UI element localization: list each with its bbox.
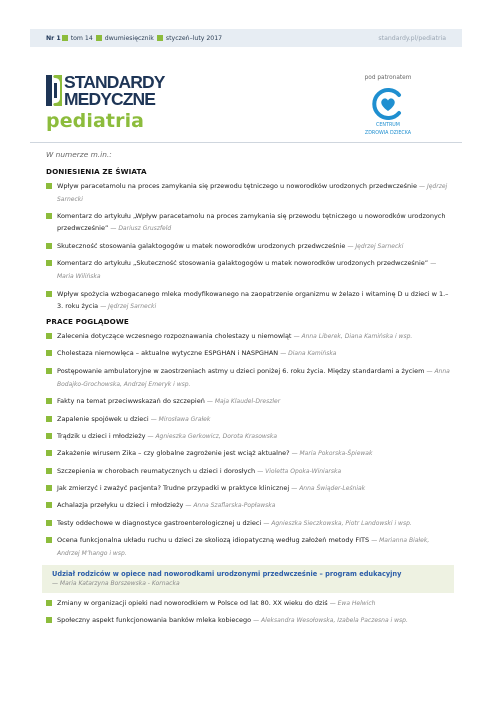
patron-org-line-2: ZDROWIA DZIECKA [364,131,412,136]
article-author: — Diana Kamińska [280,350,337,358]
list-item[interactable] [46,347,450,360]
article-author: — Mirosława Grałek [150,415,211,423]
square-bullet-icon [157,35,163,41]
article-author: — Anna Szaflarska-Popławska [185,502,276,510]
list-item[interactable] [46,597,450,610]
list-item[interactable] [46,395,450,408]
square-bullet-icon [96,35,102,41]
green-square-bullet-icon [46,213,52,219]
list-item[interactable] [46,413,450,426]
article-title: Zmiany w organizacji opieki nad noworodkiem w Polsce od lat 80. XX wieku do dziś [57,598,328,607]
list-item[interactable] [46,240,450,253]
article-title: Zapalenie spojówek u dzieci [57,414,149,423]
green-square-bullet-icon [46,468,52,474]
article-author: — Maria Pokorska-Śpiewak [291,450,373,458]
article-author: — Maria Wilińska [57,260,437,281]
article-title: Ocena funkcjonalna układu ruchu u dzieci ze skoliozą idiopatyczną według założeń metody FITS [57,536,370,545]
list-item[interactable] [46,465,450,478]
logo-mark-icon [46,75,62,106]
article-title: Zakażenie wirusem Zika – czy globalne zagrożenie jest wciąż aktualne? [57,449,290,458]
logo-line-1: STANDARDY [64,72,165,92]
green-square-bullet-icon [46,243,52,249]
article-title: Trądzik u dzieci i młodzieży [57,431,146,440]
green-square-bullet-icon [46,600,52,606]
list-item[interactable] [46,365,450,391]
patronage-label: pod patronatem [364,75,412,81]
green-square-bullet-icon [46,368,52,374]
article-title: Postępowanie ambulatoryjne w zaostrzeniach astmy u dzieci poniżej 6. roku życia. Między standardami a życiem [57,366,425,375]
article-title: Wpływ paracetamolu na proces zamykania się przewodu tętniczego u noworodków urodzonych przedwcześnie [57,182,417,190]
green-square-bullet-icon [46,398,52,404]
green-square-bullet-icon [46,433,52,439]
issue-info-bar [30,29,462,47]
article-title: Komentarz do artykułu „Skuteczność stosowania galaktogogów u matek noworodków urodzonych przedwcześnie” [57,259,429,268]
list-item[interactable] [46,430,450,443]
green-square-bullet-icon [46,350,52,356]
article-author: — Anna Bodajko-Grochowska, Andrzej Emeryk i wsp. [57,367,450,388]
article-title: Społeczny aspekt funkcjonowania banków mleka kobiecego [57,616,252,625]
article-author: — Anna Liberek, Diana Kamińska i wsp. [293,332,413,340]
article-author: — Ewa Helwich [329,599,376,607]
article-title: Cholestaza niemowlęca – aktualne wytyczne ESPGHAN i NASPGHAN [57,349,279,358]
list-item[interactable] [46,288,450,313]
patron-org-line-1: CENTRUM [376,123,400,128]
green-square-bullet-icon [46,502,52,508]
issue-number: Nr 1 [46,34,61,42]
article-title: Skuteczność stosowania galaktogogów u matek noworodków urodzonych przedwcześnie [57,241,346,250]
list-item[interactable] [46,257,450,283]
green-square-bullet-icon [46,617,52,623]
heart-c-logo-icon [371,87,405,121]
green-square-bullet-icon [46,333,52,339]
article-author: — Aleksandra Wesołowska, Izabela Paczesna i wsp. [253,617,408,625]
highlight-author: — Maria Katarzyna Borszewska - Kornacka [52,579,180,587]
article-title: Jak zmierzyć i zważyć pacjenta? Trudne przypadki w praktyce klinicznej [57,484,290,493]
list-item[interactable] [46,534,450,560]
article-title: Szczepienia w chorobach reumatycznych u dzieci i dorosłych [57,466,256,475]
patronage-block [352,75,424,137]
logo-line-2: MEDYCZNE [64,89,155,109]
section-title: DONIESIENIA ZE ŚWIATA [46,167,147,176]
article-title: Wpływ spożycia wzbogacanego mleka modyfikowanego na zaopatrzenie organizmu w żelazo i witaminę D u dzieci w 1.–3. roku życia [57,289,449,310]
green-square-bullet-icon [46,485,52,491]
article-author: — Dariusz Gruszfeld [110,225,172,233]
article-author: — Anna Świąder-Leśniak [291,485,366,493]
article-title: Zalecenia dotyczące wczesnego rozpoznawania cholestazy u niemowląt [57,331,292,340]
highlighted-article[interactable] [42,565,454,593]
issue-date: styczeń–luty 2017 [165,34,223,42]
list-item[interactable] [46,447,450,460]
list-item[interactable] [46,180,450,206]
frequency: dwumiesięcznik [104,34,154,42]
green-square-bullet-icon [46,450,52,456]
highlight-title: Udział rodziców w opiece nad noworodkami urodzonymi przedwcześnie – program edukacyjny [52,569,402,578]
volume: tom 14 [70,34,93,42]
section-title: PRACE POGLĄDOWE [46,316,129,326]
list-item[interactable] [46,614,450,627]
article-author: — Violetta Opoka-Winiarska [257,467,342,475]
list-item[interactable] [46,482,450,495]
green-square-bullet-icon [46,416,52,422]
article-author: — Jędrzej Sarnecki [347,242,404,250]
list-item[interactable] [46,330,450,343]
article-title: Komentarz do artykułu „Wpływ paracetamolu na proces zamykania się przewodu tętniczego u noworodków urodzonych przedwcześnie” [57,212,446,233]
article-title: Achalazja przełyku u dzieci i młodzieży [57,501,184,510]
article-author: — Agnieszka Gerkowicz, Dorota Krasowska [147,432,278,440]
list-item[interactable] [46,517,450,530]
article-title: Fakty na temat przeciwwskazań do szczepień [57,397,205,406]
list-item[interactable] [46,499,450,512]
green-square-bullet-icon [46,183,52,189]
article-author: — Marianna Białek, Andrzej M’hango i wsp. [57,537,430,558]
standardy-medyczne-logo [46,74,206,108]
intro-text: W numerze m.in.: [46,150,112,159]
green-square-bullet-icon [46,260,52,266]
header-divider [30,142,462,143]
article-author: — Jędrzej Sarnecki [100,302,157,310]
article-author: — Maja Klaudel-Dreszler [206,398,281,406]
table-of-contents [46,150,450,631]
journal-title: pediatria [46,110,145,132]
website-link[interactable]: standardy.pl/pediatria [378,34,446,42]
article-author: — Jędrzej Sarnecki [57,183,448,203]
article-author: — Agnieszka Sieczkowska, Piotr Landowski i wsp. [263,519,412,527]
list-item[interactable] [46,210,450,235]
green-square-bullet-icon [46,291,52,297]
green-square-bullet-icon [46,537,52,543]
green-square-bullet-icon [46,520,52,526]
article-title: Testy oddechowe w diagnostyce gastroenterologicznej u dzieci [57,518,262,527]
square-bullet-icon [62,35,68,41]
